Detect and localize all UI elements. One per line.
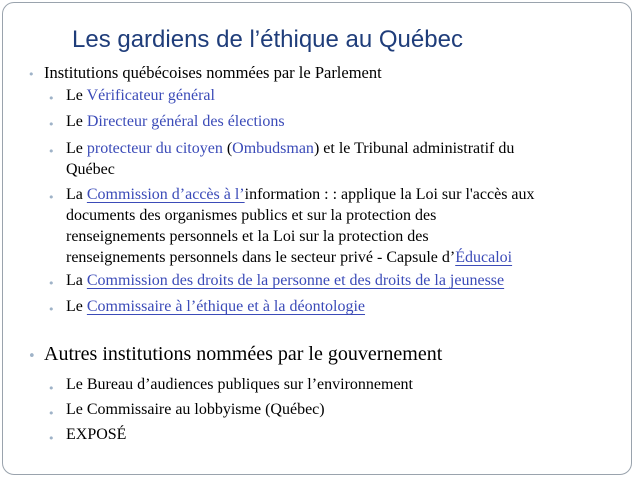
bullet-icon: • (48, 145, 55, 158)
list-item (66, 298, 365, 316)
item-prefix: Le (66, 113, 87, 130)
bullet-icon: • (48, 382, 55, 395)
section2-heading: Autres institutions nommées par le gouvernement (44, 343, 443, 365)
bullet-icon: • (48, 303, 55, 316)
bullet-icon: • (48, 92, 55, 105)
link-commission-droits-personne[interactable]: Commission des droits de la personne et des droits de la jeunesse (86, 272, 505, 289)
bullet-icon: • (48, 277, 55, 290)
list-item (66, 272, 504, 290)
bullet-icon: • (28, 68, 35, 81)
item-continuation: documents des organismes publics et sur la protection des (66, 207, 437, 224)
bullet-icon: • (48, 432, 55, 445)
list-item (66, 113, 285, 131)
link-ombudsman[interactable]: Ombudsman (232, 140, 314, 157)
section1-heading: Institutions québécoises nommées par le Parlement (44, 63, 382, 82)
link-educaloi[interactable]: Éducaloi (455, 249, 513, 266)
item-continuation: Québec (66, 161, 115, 178)
item-prefix: La (66, 186, 87, 203)
list-item (66, 140, 514, 158)
link-directeur-general-elections[interactable]: Directeur général des élections (86, 113, 285, 130)
item-prefix: Le (66, 298, 87, 315)
list-item (66, 186, 535, 204)
list-item: Le Bureau d’audiences publiques sur l’environnement (66, 376, 413, 393)
link-verificateur-general[interactable]: Vérificateur général (86, 87, 215, 104)
item-text: ) et le Tribunal administratif du (313, 140, 515, 157)
item-prefix: La (66, 272, 87, 289)
bullet-icon: • (48, 407, 55, 420)
item-text: ( (222, 140, 233, 157)
item-continuation (66, 249, 512, 267)
bullet-icon: • (48, 191, 55, 204)
item-text: information : : applique la Loi sur l'accès aux (244, 186, 535, 203)
list-item: EXPOSÉ (66, 426, 127, 443)
slide-title: Les gardiens de l’éthique au Québec (72, 26, 463, 53)
link-commissaire-ethique[interactable]: Commissaire à l’éthique et à la déontologie (86, 298, 366, 315)
bullet-icon: • (28, 349, 36, 364)
link-commission-acces-information[interactable]: Commission d’accès à l’ (86, 186, 245, 203)
item-text: renseignements personnels dans le secteur privé - Capsule d’ (66, 249, 456, 266)
link-protecteur-du-citoyen[interactable]: protecteur du citoyen (86, 140, 223, 157)
item-continuation: renseignements personnels et la Loi sur la protection des (66, 228, 429, 245)
bullet-icon: • (48, 118, 55, 131)
list-item: Le Commissaire au lobbyisme (Québec) (66, 401, 325, 418)
list-item (66, 87, 215, 105)
item-prefix: Le (66, 87, 87, 104)
item-prefix: Le (66, 140, 87, 157)
